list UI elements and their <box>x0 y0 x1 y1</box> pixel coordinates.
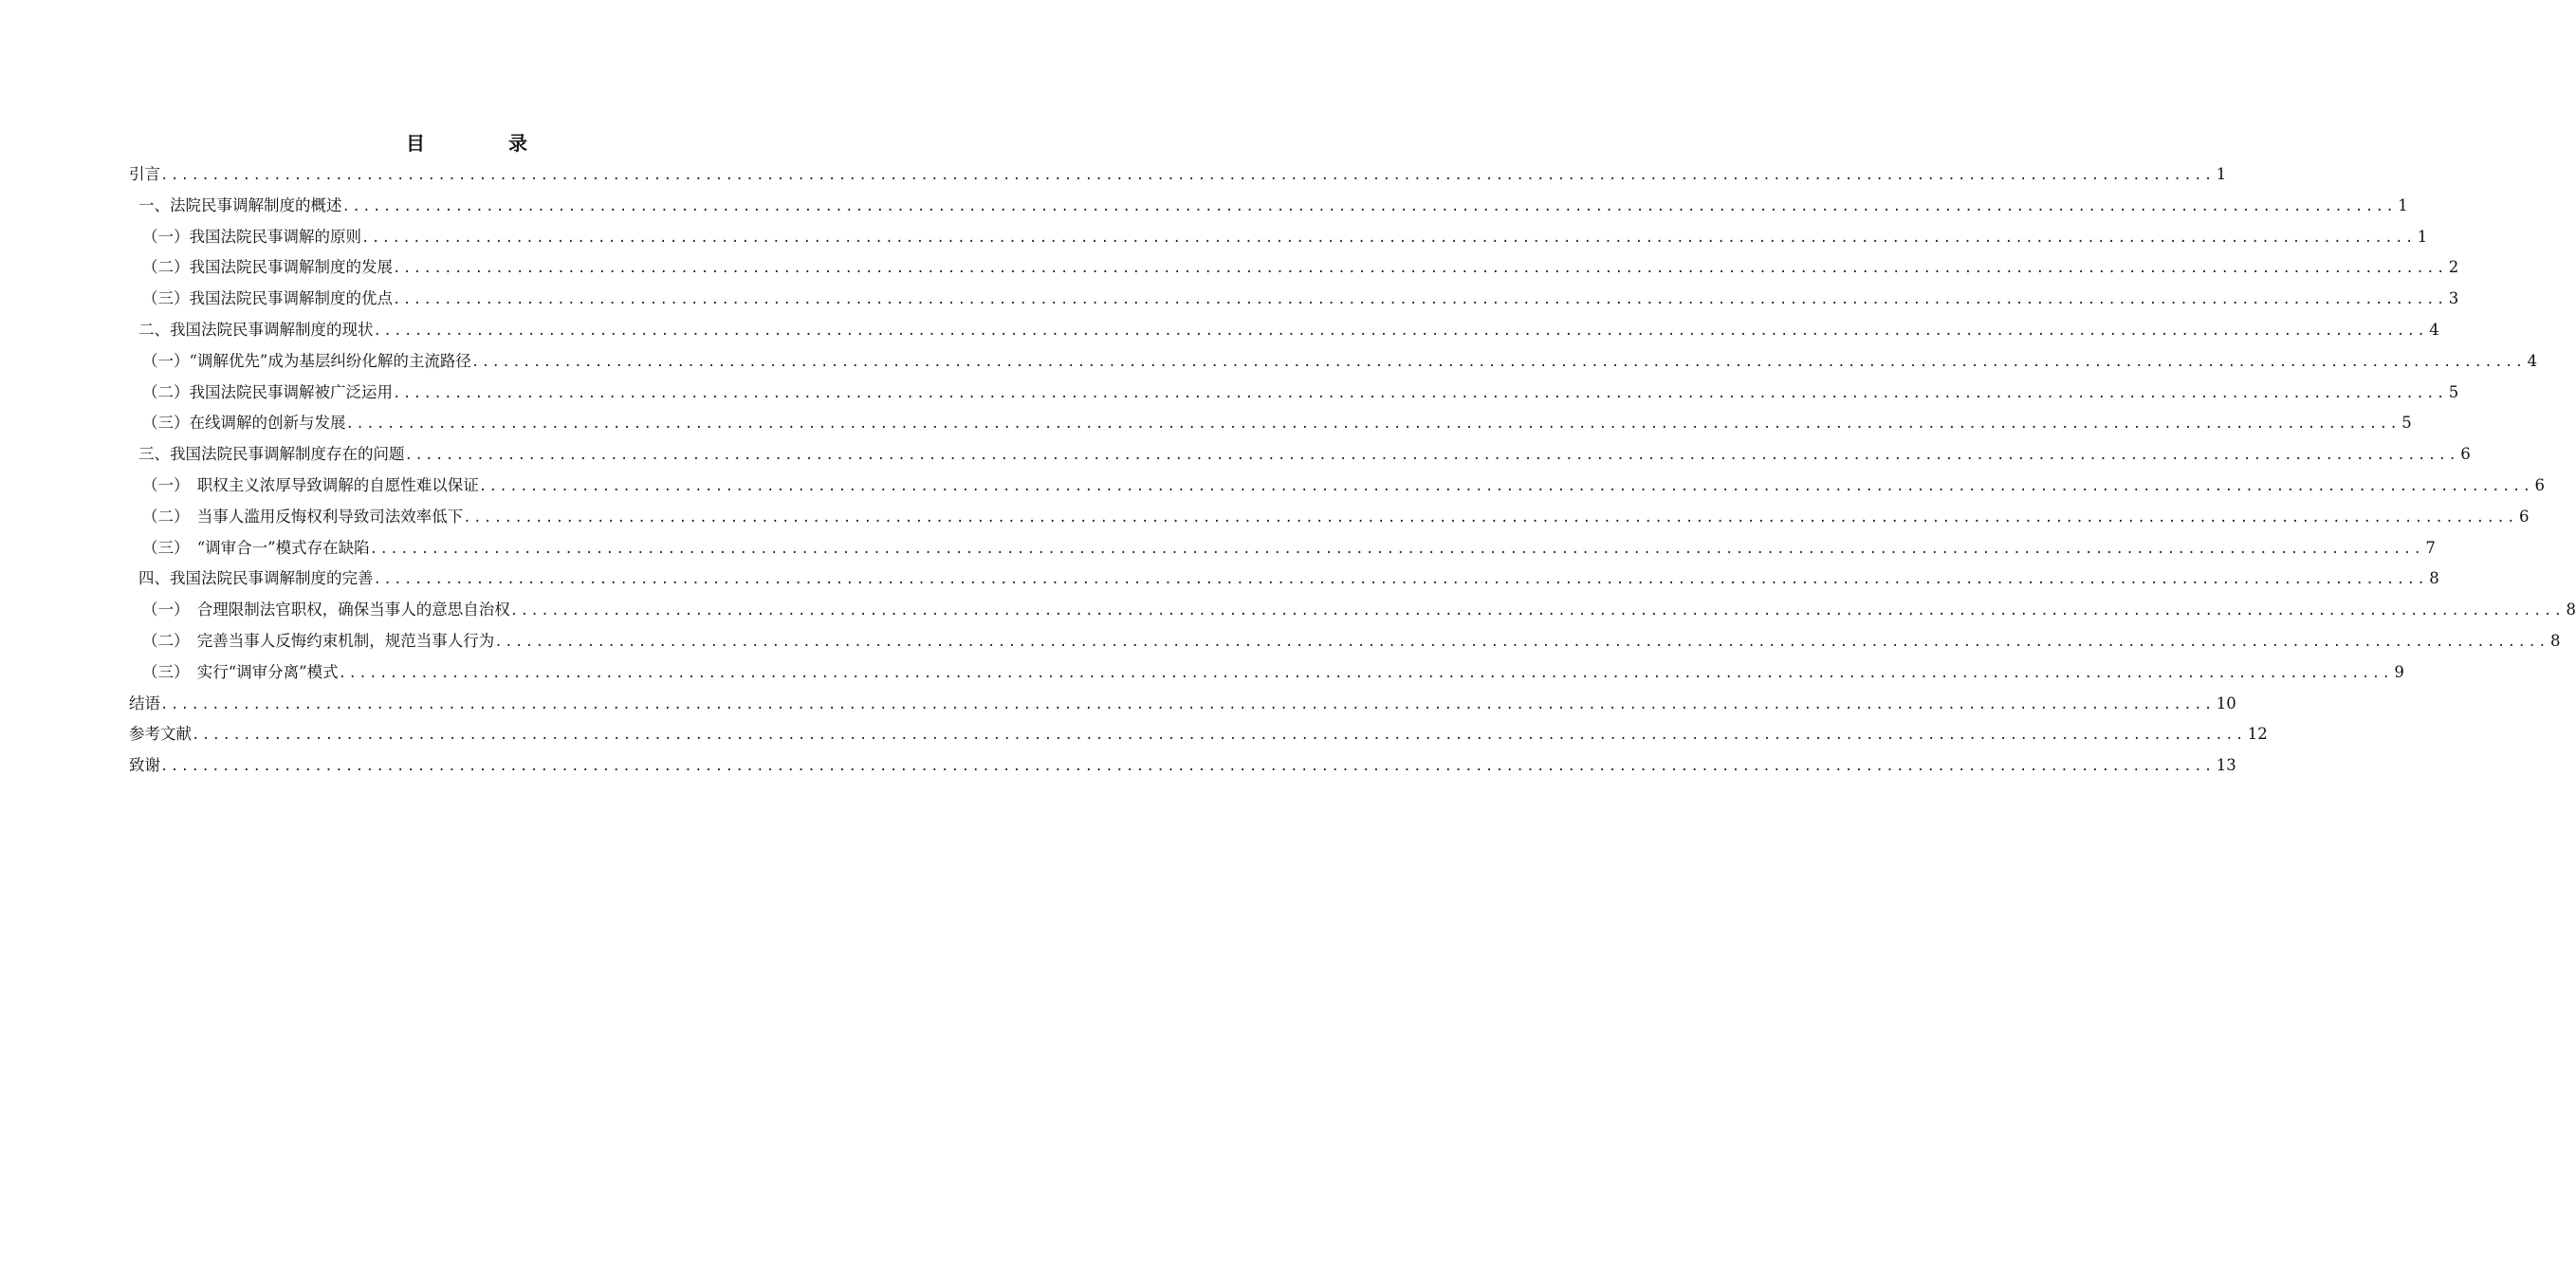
toc-leader-dots: ........................................................................................................................................................................................................ <box>404 448 2459 464</box>
toc-leader-dots: ........................................................................................................................................................................................................ <box>509 603 2565 619</box>
toc-page-number: 5 <box>2401 414 2412 433</box>
toc-page-number: 7 <box>2425 538 2436 557</box>
toc-entry[interactable] <box>129 408 2412 439</box>
toc-entry-label: 四、我国法院民事调解制度的完善 <box>138 569 374 588</box>
toc-entry[interactable] <box>129 502 2530 533</box>
toc-entry-label: 参考文献 <box>129 725 192 744</box>
toc-page-number: 8 <box>2566 601 2576 619</box>
toc-entry[interactable] <box>129 750 2236 782</box>
toc-page-number: 13 <box>2216 756 2236 775</box>
toc-entry[interactable] <box>129 222 2428 253</box>
toc-entry-label: （二）我国法院民事调解制度的发展 <box>142 258 393 277</box>
toc-page-number: 6 <box>2534 475 2545 494</box>
toc-entry[interactable] <box>129 626 2561 657</box>
toc-entry[interactable] <box>129 533 2436 564</box>
toc-entry-label: 一、法院民事调解制度的概述 <box>138 195 342 214</box>
toc-page-number: 12 <box>2247 725 2268 744</box>
toc-entry-label: （三）在线调解的创新与发展 <box>142 414 346 433</box>
toc-entry-label: （一） 职权主义浓厚导致调解的自愿性难以保证 <box>142 475 479 494</box>
toc-entry-label: 致谢 <box>129 756 160 775</box>
toc-leader-dots: ........................................................................................................................................................................................................ <box>373 323 2428 339</box>
toc-leader-dots: ........................................................................................................................................................................................................ <box>478 478 2533 494</box>
toc-entry-label: （三） “调审合一”模式存在缺陷 <box>142 538 370 557</box>
toc-entry[interactable] <box>129 564 2439 595</box>
toc-page-number: 2 <box>2448 258 2459 277</box>
toc-entry[interactable] <box>129 191 2408 222</box>
toc-leader-dots: ........................................................................................................................................................................................................ <box>160 759 2215 775</box>
toc-page-number: 10 <box>2216 693 2236 712</box>
toc-entry-label: （一） 合理限制法官职权，确保当事人的意思自治权 <box>142 601 510 619</box>
toc-entry[interactable] <box>129 595 2576 626</box>
toc-leader-dots: ........................................................................................................................................................................................................ <box>341 198 2397 214</box>
toc-leader-dots: ........................................................................................................................................................................................................ <box>361 230 2416 246</box>
toc-entry-label: （二） 当事人滥用反悔权利导致司法效率低下 <box>142 507 464 526</box>
toc-entry[interactable] <box>129 284 2459 315</box>
toc-leader-dots: ........................................................................................................................................................................................................ <box>393 261 2447 277</box>
toc-leader-dots: ........................................................................................................................................................................................................ <box>369 541 2424 557</box>
toc-leader-dots: ........................................................................................................................................................................................................ <box>160 696 2215 712</box>
toc-entry[interactable] <box>129 252 2459 284</box>
table-of-contents <box>129 159 2576 782</box>
toc-entry-label: 二、我国法院民事调解制度的现状 <box>138 320 374 339</box>
toc-entry-label: （三）我国法院民事调解制度的优点 <box>142 289 393 308</box>
toc-entry[interactable] <box>129 159 2227 191</box>
toc-page-number: 1 <box>2398 195 2408 214</box>
toc-leader-dots: ........................................................................................................................................................................................................ <box>494 634 2548 650</box>
toc-entry[interactable] <box>129 471 2545 502</box>
toc-page-number: 9 <box>2394 662 2404 681</box>
toc-entry[interactable] <box>129 439 2471 471</box>
toc-page-number: 8 <box>2429 569 2439 588</box>
toc-leader-dots: ........................................................................................................................................................................................................ <box>463 509 2517 526</box>
toc-leader-dots: ........................................................................................................................................................................................................ <box>160 168 2215 183</box>
toc-page-number: 1 <box>2417 227 2428 246</box>
toc-leader-dots: ........................................................................................................................................................................................................ <box>393 292 2447 308</box>
toc-entry[interactable] <box>129 378 2459 409</box>
toc-entry-label: （一）我国法院民事调解的原则 <box>142 227 361 246</box>
toc-leader-dots: ........................................................................................................................................................................................................ <box>470 354 2526 370</box>
toc-page-number: 4 <box>2527 351 2538 370</box>
toc-leader-dots: ........................................................................................................................................................................................................ <box>192 728 2246 744</box>
toc-entry-label: 引言 <box>129 165 160 183</box>
toc-page-number: 1 <box>2216 165 2227 183</box>
toc-title: 目 录 <box>406 132 560 155</box>
toc-entry-label: （二） 完善当事人反悔约束机制，规范当事人行为 <box>142 631 495 650</box>
toc-page-number: 8 <box>2550 631 2561 650</box>
toc-entry-label: 结语 <box>129 693 160 712</box>
toc-entry-label: 三、我国法院民事调解制度存在的问题 <box>138 445 405 464</box>
toc-entry-label: （一）“调解优先”成为基层纠纷化解的主流路径 <box>142 351 471 370</box>
toc-page-number: 3 <box>2448 289 2459 308</box>
toc-leader-dots: ........................................................................................................................................................................................................ <box>393 385 2447 401</box>
toc-entry[interactable] <box>129 689 2236 720</box>
toc-entry-label: （二）我国法院民事调解被广泛运用 <box>142 382 393 401</box>
toc-leader-dots: ........................................................................................................................................................................................................ <box>338 665 2393 681</box>
toc-entry[interactable] <box>129 315 2439 346</box>
toc-entry[interactable] <box>129 657 2404 689</box>
toc-leader-dots: ........................................................................................................................................................................................................ <box>345 416 2401 433</box>
toc-entry-label: （三） 实行“调审分离”模式 <box>142 662 339 681</box>
toc-page-number: 6 <box>2460 445 2471 464</box>
toc-leader-dots: ........................................................................................................................................................................................................ <box>373 572 2428 588</box>
toc-page-number: 6 <box>2519 507 2530 526</box>
toc-page-number: 4 <box>2429 320 2439 339</box>
toc-entry[interactable] <box>129 346 2538 378</box>
toc-entry[interactable] <box>129 719 2268 750</box>
toc-page-number: 5 <box>2448 382 2459 401</box>
